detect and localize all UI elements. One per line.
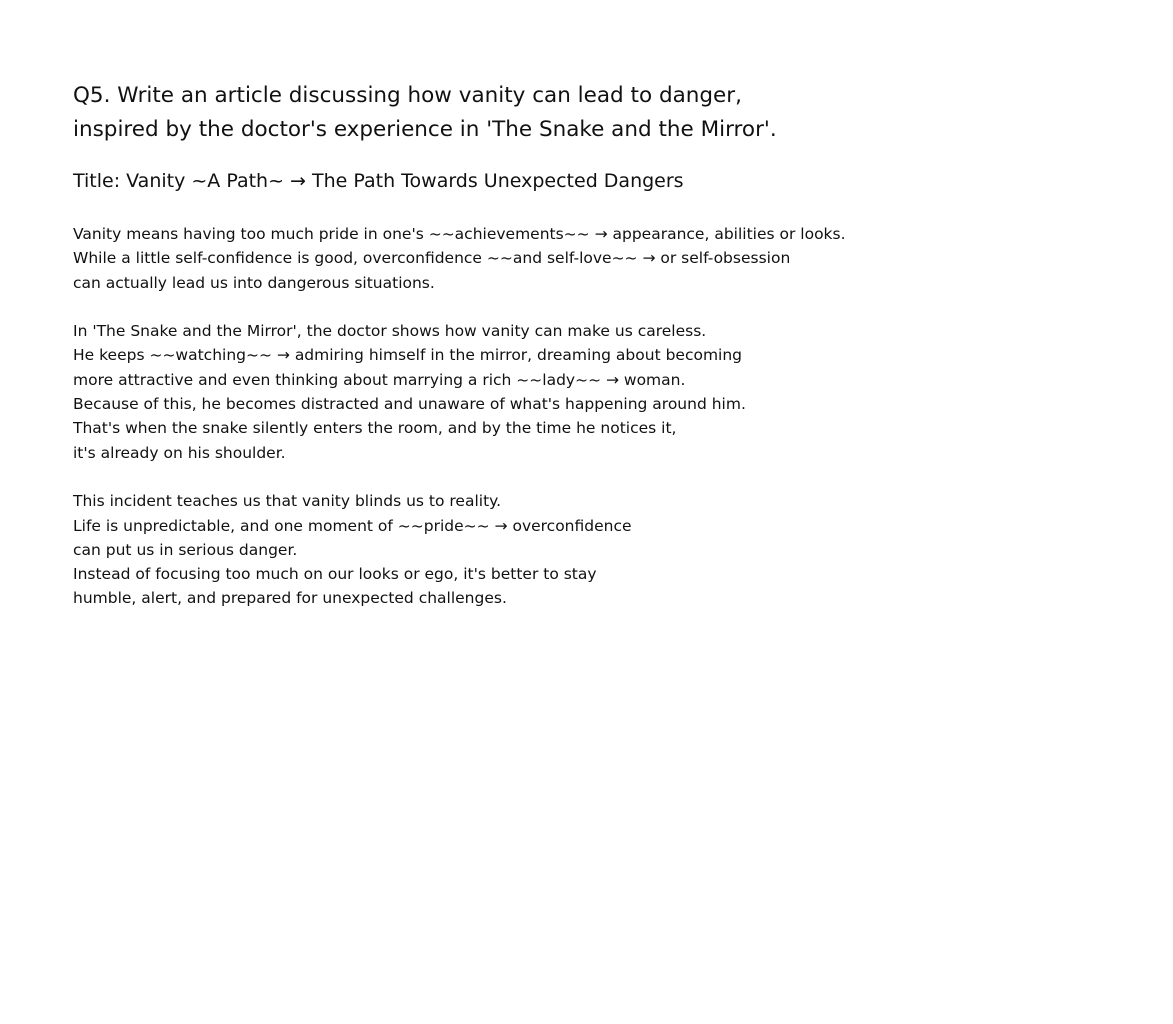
article-title: Title: Vanity ~A Path~ → The Path Towards Unexpected Dangers — [73, 170, 684, 192]
document-body — [73, 79, 1173, 611]
paragraph-line: humble, alert, and prepared for unexpected challenges. — [73, 589, 507, 608]
question-line: inspired by the doctor's experience in 'The Snake and the Mirror'. — [73, 117, 777, 142]
paragraph-line: In 'The Snake and the Mirror', the doctor shows how vanity can make us careless. — [73, 322, 707, 341]
paragraph-line: more attractive and even thinking about marrying a rich ~~lady~~ → woman. — [73, 370, 686, 389]
question-prompt — [73, 79, 1173, 147]
paragraph-line: it's already on his shoulder. — [73, 443, 286, 462]
paragraph-line: Because of this, he becomes distracted and unaware of what's happening around him. — [73, 395, 746, 414]
paragraph-line: can actually lead us into dangerous situations. — [73, 273, 435, 292]
paragraph-line: While a little self-confidence is good, overconfidence ~~and self-love~~ → or self-obsession — [73, 249, 791, 268]
paragraph-line: This incident teaches us that vanity blinds us to reality. — [73, 492, 502, 511]
paragraph-line: That's when the snake silently enters the room, and by the time he notices it, — [73, 419, 677, 438]
paragraph-line: can put us in serious danger. — [73, 540, 298, 559]
paragraph-line: Life is unpredictable, and one moment of ~~pride~~ → overconfidence — [73, 516, 632, 535]
paragraph-line: Instead of focusing too much on our looks or ego, it's better to stay — [73, 565, 597, 584]
question-line: Q5. Write an article discussing how vanity can lead to danger, — [73, 83, 742, 108]
paragraph-line: Vanity means having too much pride in one's ~~achievements~~ → appearance, abilities or looks. — [73, 225, 846, 243]
paragraph-story — [73, 319, 1173, 465]
paragraph-line: He keeps ~~watching~~ → admiring himself in the mirror, dreaming about becoming — [73, 346, 743, 365]
paragraph-intro — [73, 222, 1173, 295]
paragraph-conclusion — [73, 489, 1173, 610]
